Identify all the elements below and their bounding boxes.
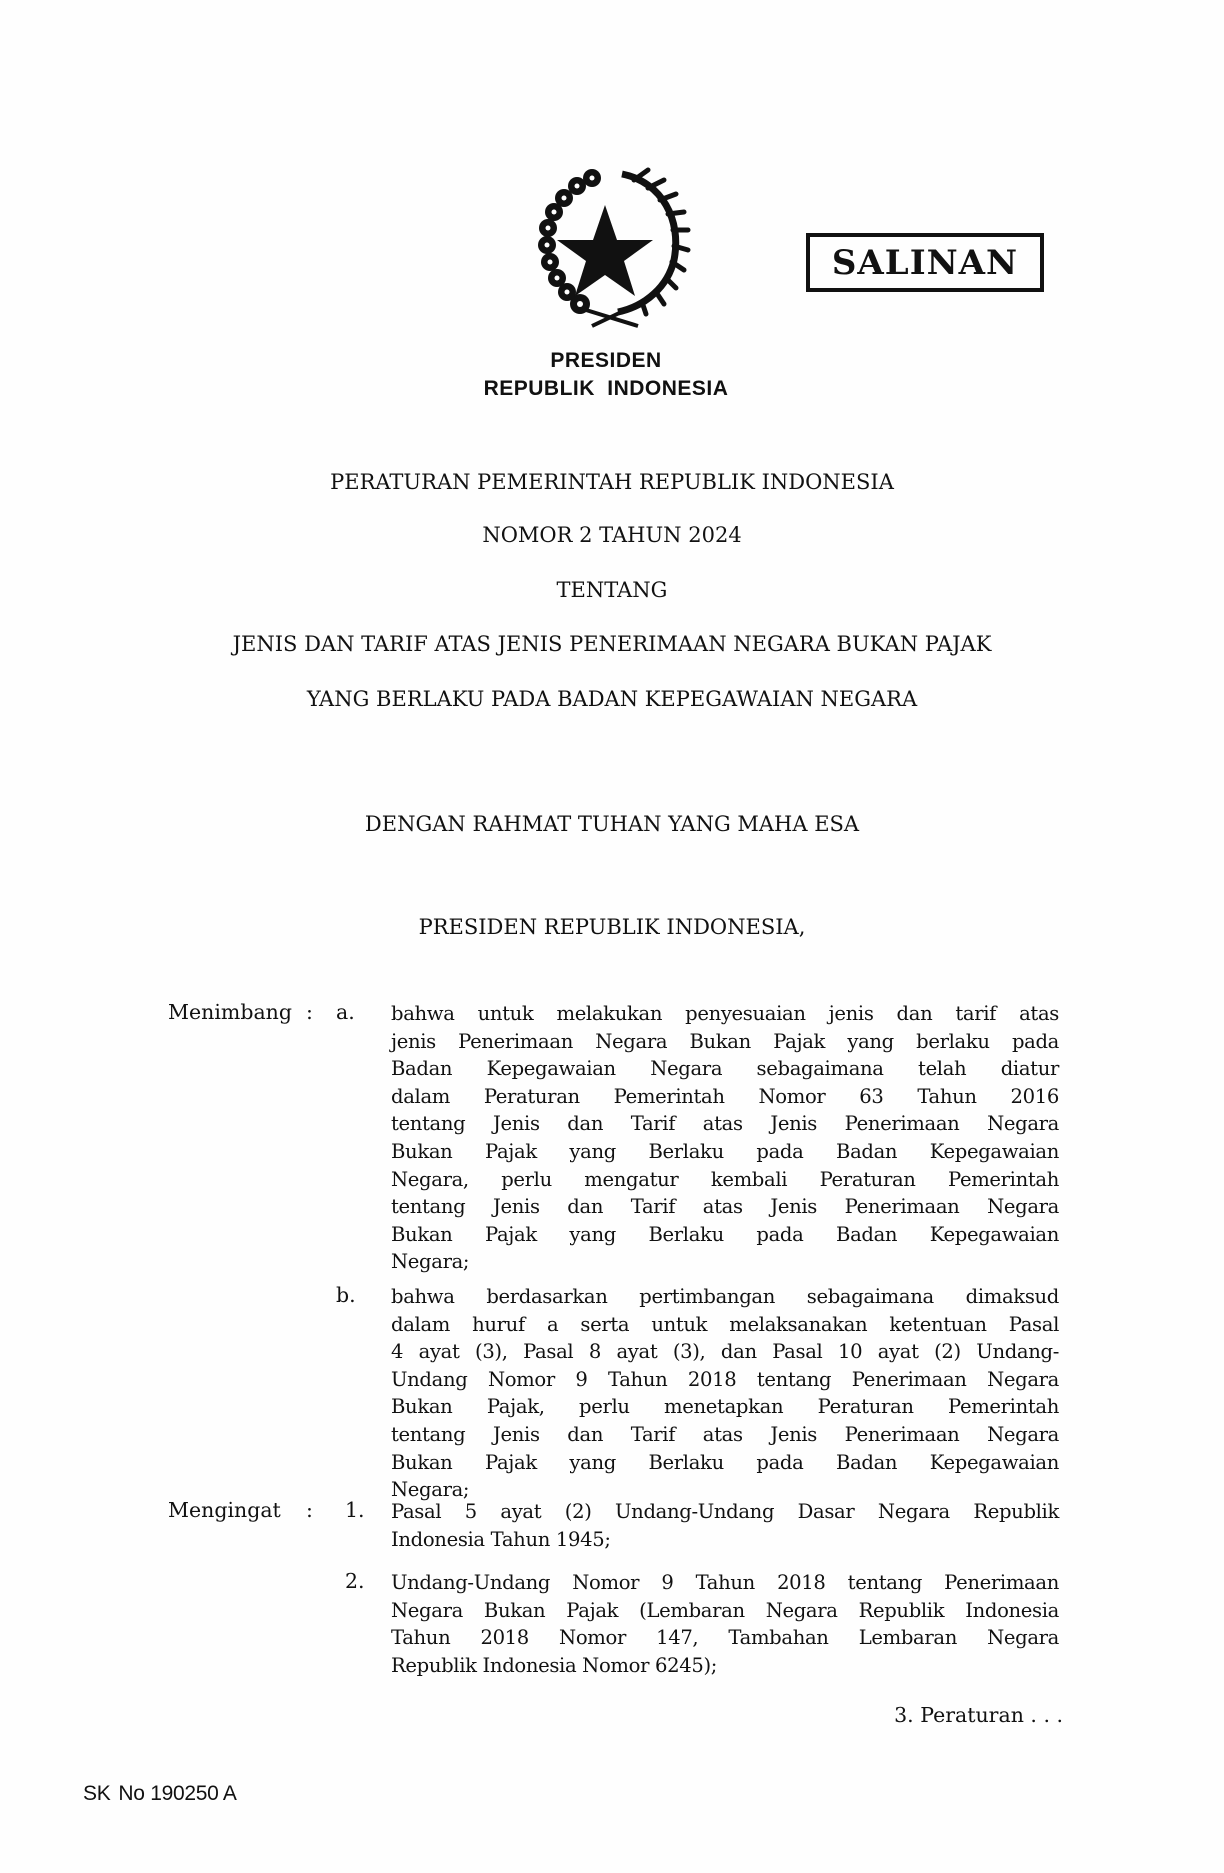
text-line: Bukan Pajak yang Berlaku pada Badan Kepegawaian: [391, 1450, 1059, 1474]
menimbang-item-b: [391, 1283, 1059, 1504]
text-line: dalam Peraturan Pemerintah Nomor 63 Tahun 2016: [391, 1084, 1059, 1108]
invocation-line: DENGAN RAHMAT TUHAN YANG MAHA ESA: [364, 812, 860, 836]
text-line: bahwa berdasarkan pertimbangan sebagaimana dimaksud: [391, 1285, 1059, 1308]
text-line: 4 ayat (3), Pasal 8 ayat (3), dan Pasal 10 ayat (2) Undang-: [391, 1340, 1059, 1364]
sk-value: No 190250 A: [118, 1782, 237, 1805]
text-line: bahwa untuk melakukan penyesuaian jenis dan tarif atas: [391, 1002, 1059, 1025]
republik-indonesia-heading: REPUBLIK INDONESIA: [483, 377, 729, 400]
text-line: Pasal 5 ayat (2) Undang-Undang Dasar Negara Republik: [391, 1500, 1059, 1523]
tentang-heading: TENTANG: [556, 578, 668, 602]
regulation-type-title: PERATURAN PEMERINTAH REPUBLIK INDONESIA: [330, 470, 894, 494]
text-line: tentang Jenis dan Tarif atas Jenis Penerimaan Negara: [391, 1422, 1059, 1446]
sk-prefix: SK: [83, 1782, 111, 1805]
menimbang-item-a: [391, 1000, 1059, 1276]
salinan-stamp: SALINAN: [806, 233, 1044, 292]
mengingat-item-2: [391, 1569, 1059, 1679]
issuer-line: PRESIDEN REPUBLIK INDONESIA,: [418, 915, 806, 939]
text-line: Negara, perlu mengatur kembali Peraturan Pemerintah: [391, 1167, 1059, 1191]
text-line: Bukan Pajak, perlu menetapkan Peraturan Pemerintah: [391, 1395, 1059, 1419]
text-line: jenis Penerimaan Negara Bukan Pajak yang berlaku pada: [391, 1029, 1059, 1053]
text-line: tentang Jenis dan Tarif atas Jenis Penerimaan Negara: [391, 1195, 1059, 1219]
regulation-number: NOMOR 2 TAHUN 2024: [482, 523, 742, 547]
next-page-continuation: 3. Peraturan . . .: [894, 1703, 1063, 1727]
text-line: Tahun 2018 Nomor 147, Tambahan Lembaran Negara: [391, 1626, 1059, 1650]
text-line: Negara Bukan Pajak (Lembaran Negara Republik Indonesia: [391, 1598, 1059, 1622]
text-line: dalam huruf a serta untuk melaksanakan ketentuan Pasal: [391, 1312, 1059, 1336]
mengingat-item-1: [391, 1498, 1059, 1553]
text-line: Negara;: [391, 1250, 470, 1274]
menimbang-colon: :: [306, 1000, 313, 1024]
text-line: Undang Nomor 9 Tahun 2018 tentang Penerimaan Negara: [391, 1367, 1059, 1391]
presiden-heading: PRESIDEN: [550, 349, 662, 372]
text-line: Indonesia Tahun 1945;: [391, 1527, 611, 1551]
text-line: Bukan Pajak yang Berlaku pada Badan Kepegawaian: [391, 1222, 1059, 1246]
regulation-subject-line1: JENIS DAN TARIF ATAS JENIS PENERIMAAN NEGARA BUKAN PAJAK: [232, 632, 992, 656]
text-line: Republik Indonesia Nomor 6245);: [391, 1653, 718, 1677]
mengingat-label: Mengingat: [168, 1498, 281, 1522]
mengingat-colon: :: [306, 1498, 313, 1522]
item-marker-1: 1.: [345, 1498, 365, 1522]
state-emblem-icon: [522, 160, 692, 335]
text-line: Negara;: [391, 1478, 470, 1502]
text-line: Bukan Pajak yang Berlaku pada Badan Kepegawaian: [391, 1139, 1059, 1163]
text-line: Badan Kepegawaian Negara sebagaimana telah diatur: [391, 1057, 1059, 1081]
item-marker-2: 2.: [345, 1569, 365, 1593]
menimbang-label: Menimbang: [168, 1000, 292, 1024]
regulation-subject-line2: YANG BERLAKU PADA BADAN KEPEGAWAIAN NEGARA: [306, 687, 918, 711]
item-marker-b: b.: [336, 1283, 356, 1307]
item-marker-a: a.: [336, 1000, 355, 1024]
text-line: Undang-Undang Nomor 9 Tahun 2018 tentang Penerimaan: [391, 1571, 1059, 1594]
text-line: tentang Jenis dan Tarif atas Jenis Penerimaan Negara: [391, 1112, 1059, 1136]
sk-number: [83, 1782, 237, 1806]
